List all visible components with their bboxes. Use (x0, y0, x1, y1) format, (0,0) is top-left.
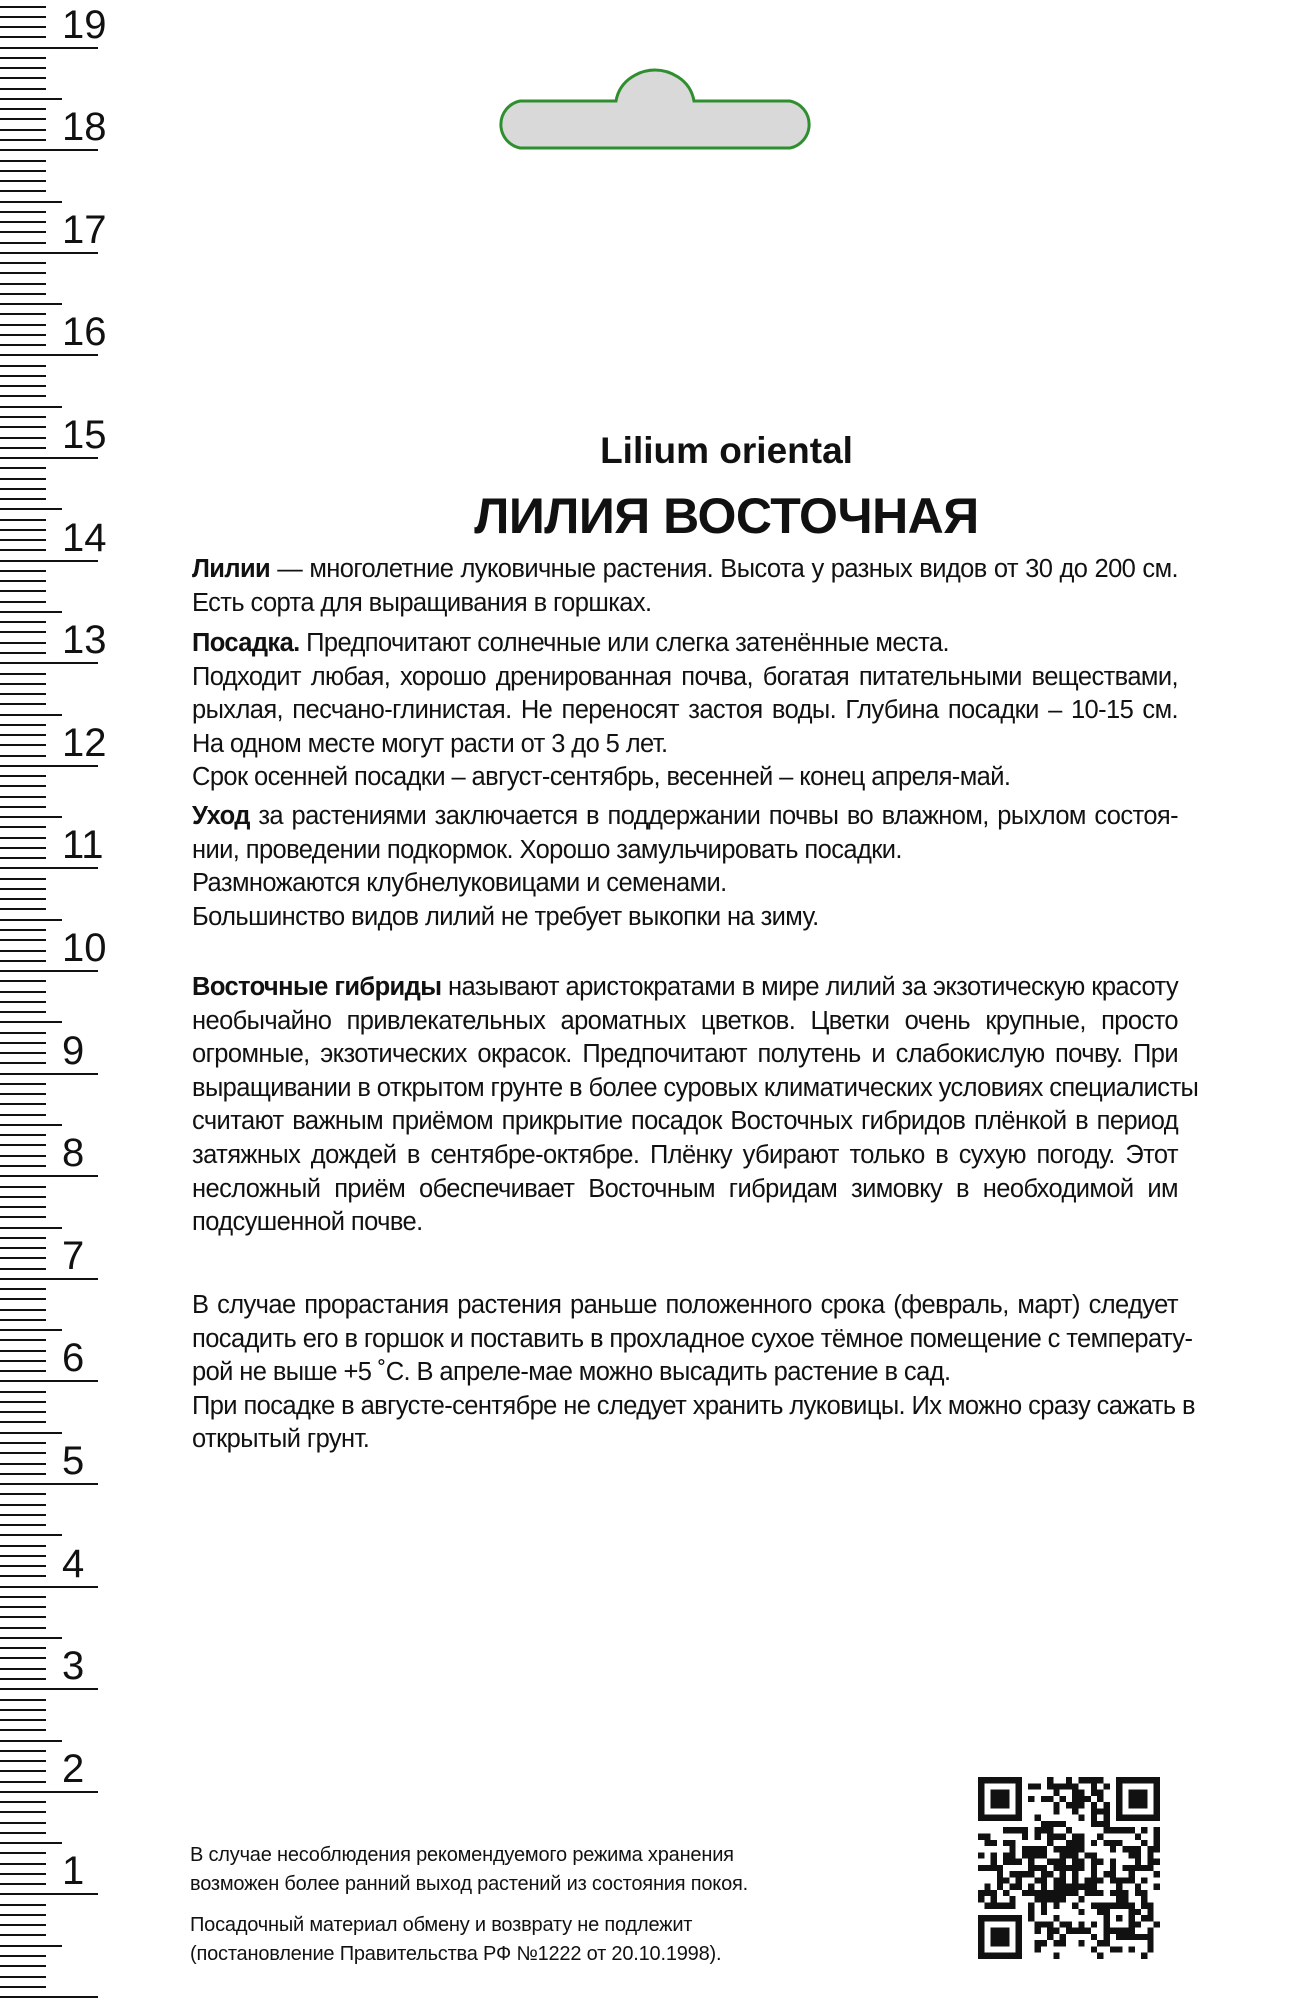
ruler-tick (0, 1319, 46, 1321)
ruler-tick (0, 252, 98, 254)
return-notice (190, 1911, 830, 1969)
ruler-tick (0, 939, 46, 941)
ruler-tick (0, 1914, 46, 1916)
ruler-tick (0, 293, 46, 295)
ruler-tick (0, 1575, 46, 1577)
ruler-tick (0, 1504, 46, 1506)
ruler-tick (0, 1493, 46, 1495)
hang-tab-icon (494, 68, 816, 150)
ruler-tick (0, 1863, 46, 1865)
ruler-tick (0, 1360, 46, 1362)
ruler-tick (0, 539, 46, 541)
text-line: рой не выше +5 ˚С. В апреле-мае можно высадить растение в сад. (192, 1358, 951, 1387)
text-line: Восточные гибриды называют аристократами в мире лилий за экзотическую красоту (192, 973, 1178, 1001)
ruler-tick (0, 1093, 46, 1095)
ruler-tick (0, 180, 46, 182)
ruler-tick (0, 1534, 62, 1536)
ruler-tick (0, 129, 46, 131)
paragraph-lilies (192, 553, 1178, 620)
ruler-tick (0, 1637, 62, 1639)
ruler-tick (0, 1350, 46, 1352)
footer-line: Посадочный материал обмену и возврату не подлежит (190, 1914, 693, 1936)
ruler-tick (0, 1114, 46, 1116)
text-line: Большинство видов лилий не требует выкопки на зиму. (192, 902, 819, 931)
ruler-tick (0, 806, 46, 808)
ruler-tick (0, 375, 46, 377)
ruler-tick (0, 1934, 46, 1936)
ruler-tick (0, 826, 46, 828)
ruler-number: 10 (62, 926, 107, 970)
ruler-number: 12 (62, 720, 107, 765)
ruler-tick (0, 160, 46, 162)
ruler-tick (0, 580, 46, 582)
ruler-tick (0, 1904, 46, 1906)
ruler-number: 6 (62, 1336, 85, 1381)
text-line: посадить его в горшок и поставить в прохладное сухое тёмное помещение с температу- (192, 1324, 1193, 1353)
ruler-tick (0, 1278, 98, 1280)
text-line: Размножаются клубнелуковицами и семенами. (192, 869, 727, 898)
ruler-tick (0, 1852, 46, 1854)
ruler-tick (0, 560, 98, 562)
ruler-tick (0, 1288, 46, 1290)
ruler-tick (0, 1545, 46, 1547)
ruler-tick (0, 1924, 46, 1926)
ruler-tick (0, 1463, 46, 1465)
ruler-tick (0, 1483, 98, 1485)
ruler-tick (0, 1770, 46, 1772)
ruler-tick (0, 1750, 46, 1752)
ruler-number: 3 (62, 1644, 85, 1689)
ruler-tick (0, 1801, 46, 1803)
ruler-tick (0, 1791, 98, 1793)
ruler-tick (0, 867, 98, 869)
ruler-tick (0, 1083, 46, 1085)
ruler-tick (0, 1606, 46, 1608)
ruler-tick (0, 693, 46, 695)
text-line: выращивании в открытом грунте в более суровых климатических условиях специалисты (192, 1073, 1199, 1102)
ruler-tick (0, 970, 98, 972)
text-line: нии, проведении подкормок. Хорошо замульчировать посадки. (192, 835, 902, 864)
ruler-tick (0, 385, 46, 387)
ruler-tick (0, 67, 46, 69)
product-title: ЛИЛИЯ ВОСТОЧНАЯ (474, 488, 979, 544)
ruler-number: 13 (62, 618, 107, 663)
ruler-tick (0, 283, 46, 285)
ruler-tick (0, 1257, 46, 1259)
ruler-tick (0, 724, 46, 726)
ruler-tick (0, 755, 46, 757)
text-line: рыхлая, песчано-глинистая. Не переносят застоя воды. Глубина посадки – 10-15 см. (192, 696, 1178, 725)
ruler-number: 16 (62, 310, 107, 355)
ruler-number: 17 (62, 207, 107, 252)
ruler-tick (0, 354, 98, 356)
ruler-tick (0, 960, 46, 962)
footer-line: (постановление Правительства РФ №1222 от 20.10.1998). (190, 1943, 722, 1965)
ruler-tick (0, 744, 46, 746)
ruler-tick (0, 1062, 46, 1064)
ruler-tick (0, 919, 62, 921)
text-line: считают важным приёмом прикрытие посадок Восточных гибридов плёнкой в период (192, 1107, 1178, 1136)
ruler-tick (0, 426, 46, 428)
ruler-tick (0, 1955, 46, 1957)
ruler-tick (0, 734, 46, 736)
ruler-tick (0, 1073, 98, 1075)
ruler-number: 2 (62, 1746, 85, 1791)
ruler-tick (0, 1032, 46, 1034)
ruler-tick (0, 1473, 46, 1475)
ruler-tick (0, 703, 46, 705)
text-line: подсушенной почве. (192, 1208, 423, 1237)
ruler-tick (0, 1339, 46, 1341)
ruler-tick (0, 1237, 46, 1239)
ruler-tick (0, 478, 46, 480)
ruler-tick (0, 1042, 46, 1044)
text-line: В случае прорастания растения раньше положенного срока (февраль, март) следует (192, 1291, 1178, 1319)
ruler-tick (0, 57, 46, 59)
ruler-tick (0, 201, 62, 203)
ruler-tick (0, 714, 62, 716)
ruler-tick (0, 149, 98, 151)
bold-term: Лилии (192, 555, 271, 583)
ruler-tick (0, 221, 46, 223)
ruler-number: 11 (62, 823, 104, 868)
ruler-tick (0, 416, 46, 418)
ruler-tick (0, 1740, 62, 1742)
ruler-tick (0, 16, 46, 18)
ruler-tick (0, 1883, 46, 1885)
ruler-tick (0, 1596, 46, 1598)
ruler-tick (0, 662, 98, 664)
ruler-tick (0, 365, 46, 367)
ruler-tick (0, 508, 62, 510)
ruler-tick (0, 1411, 46, 1413)
ruler-tick (0, 775, 46, 777)
ruler-tick (0, 1893, 98, 1895)
text-line: Лилии — многолетние луковичные растения. Высота у разных видов от 30 до 200 см. (192, 555, 1178, 583)
ruler-tick (0, 1688, 98, 1690)
ruler-tick (0, 488, 46, 490)
text-line: Подходит любая, хорошо дренированная почва, богатая питательными веществами, (192, 662, 1178, 691)
paragraph-oriental-hybrids (192, 971, 1199, 1240)
ruler-tick (0, 1432, 62, 1434)
ruler-tick (0, 1268, 46, 1270)
ruler-tick (0, 334, 46, 336)
ruler-tick (0, 1011, 46, 1013)
ruler-tick (0, 26, 46, 28)
ruler-tick (0, 1986, 46, 1988)
text-line: При посадке в августе-сентябре не следует хранить луковицы. Их можно сразу сажать в (192, 1391, 1195, 1420)
ruler-tick (0, 1247, 46, 1249)
ruler-tick (0, 231, 46, 233)
ruler-tick (0, 1647, 46, 1649)
ruler-tick (0, 1124, 62, 1126)
ruler-tick (0, 549, 46, 551)
storage-notice (190, 1841, 830, 1899)
ruler-tick (0, 88, 46, 90)
text-line: На одном месте могут расти от 3 до 5 лет. (192, 729, 668, 758)
ruler-tick (0, 1155, 46, 1157)
ruler-tick (0, 980, 46, 982)
ruler-tick (0, 1822, 46, 1824)
ruler-tick (0, 313, 46, 315)
ruler-tick (0, 1309, 46, 1311)
ruler-tick (0, 1401, 46, 1403)
ruler-tick (0, 611, 62, 613)
ruler-tick (0, 1668, 46, 1670)
ruler-tick (0, 108, 46, 110)
ruler-tick (0, 262, 46, 264)
ruler-tick (0, 1945, 62, 1947)
ruler-tick (0, 1555, 46, 1557)
ruler-tick (0, 1380, 98, 1382)
ruler-number: 7 (62, 1233, 85, 1278)
ruler-tick (0, 991, 46, 993)
text-line: Посадка. Предпочитают солнечные или слегка затенённые места. (192, 629, 949, 657)
ruler-tick (0, 1052, 46, 1054)
ruler-tick (0, 765, 98, 767)
ruler-tick (0, 601, 46, 603)
ruler-tick (0, 888, 46, 890)
bold-term: Посадка. (192, 629, 300, 657)
ruler-tick (0, 1165, 46, 1167)
ruler-tick (0, 170, 46, 172)
ruler-tick (0, 1719, 46, 1721)
ruler-tick (0, 1514, 46, 1516)
ruler-tick (0, 1699, 46, 1701)
ruler-tick (0, 498, 46, 500)
ruler-tick (0, 1370, 46, 1372)
ruler-tick (0, 1729, 46, 1731)
ruler-tick (0, 898, 46, 900)
ruler-tick (0, 406, 62, 408)
footer-line: В случае несоблюдения рекомендуемого режима хранения (190, 1844, 734, 1866)
ruler-tick (0, 1196, 46, 1198)
ruler-tick (0, 1873, 46, 1875)
ruler-tick (0, 77, 46, 79)
ruler-number: 19 (62, 2, 107, 47)
ruler-tick (0, 1216, 46, 1218)
text-line: Есть сорта для выращивания в горшках. (192, 588, 652, 617)
text-line: огромные, экзотических окрасок. Предпочитают полутень и слабокислую почву. При (192, 1040, 1178, 1069)
ruler-tick (0, 457, 98, 459)
ruler-number: 14 (62, 515, 107, 560)
ruler-tick (0, 519, 46, 521)
ruler-tick (0, 1565, 46, 1567)
ruler-tick (0, 1811, 46, 1813)
ruler-tick (0, 1206, 46, 1208)
paragraph-planting (192, 627, 1178, 795)
ruler-tick (0, 1329, 62, 1331)
ruler-tick (0, 47, 98, 49)
ruler-tick (0, 652, 46, 654)
ruler-tick (0, 570, 46, 572)
ruler-tick (0, 467, 46, 469)
ruler-tick (0, 303, 62, 305)
ruler-tick (0, 878, 46, 880)
ruler-tick (0, 1524, 46, 1526)
text-line: Срок осенней посадки – август-сентябрь, весенней – конец апреля-май. (192, 763, 1011, 792)
ruler-number: 1 (62, 1849, 85, 1894)
ruler-tick (0, 1586, 98, 1588)
paragraph-care (192, 800, 1178, 934)
ruler-number: 8 (62, 1131, 85, 1176)
ruler-tick (0, 1842, 62, 1844)
ruler-tick (0, 837, 46, 839)
ruler-tick (0, 1103, 46, 1105)
ruler-tick (0, 1616, 46, 1618)
ruler-tick (0, 1298, 46, 1300)
text-line: затяжных дождей в сентябре-октябре. Плёнку убирают только в сухую погоду. Этот (192, 1140, 1178, 1169)
ruler-tick (0, 816, 62, 818)
ruler-tick (0, 1144, 46, 1146)
ruler-tick (0, 1227, 62, 1229)
ruler-tick (0, 642, 46, 644)
ruler-number: 5 (62, 1439, 85, 1483)
ruler-tick (0, 36, 46, 38)
ruler-tick (0, 272, 46, 274)
ruler-tick (0, 785, 46, 787)
ruler-number: 4 (62, 1541, 85, 1586)
ruler-tick (0, 908, 46, 910)
ruler-tick (0, 857, 46, 859)
ruler-tick (0, 324, 46, 326)
ruler-tick (0, 1976, 46, 1978)
ruler-number: 15 (62, 413, 107, 457)
latin-name: Lilium oriental (600, 430, 853, 471)
ruler-tick (0, 1442, 46, 1444)
ruler-tick (0, 344, 46, 346)
ruler-tick (0, 1421, 46, 1423)
ruler-tick (0, 211, 46, 213)
ruler-tick (0, 1452, 46, 1454)
ruler-tick (0, 529, 46, 531)
ruler-tick (0, 6, 46, 8)
qr-code-icon (978, 1777, 1160, 1959)
ruler-tick (0, 1678, 46, 1680)
ruler-tick (0, 242, 46, 244)
ruler-tick (0, 1627, 46, 1629)
text-line: несложный приём обеспечивает Восточным гибридам зимовку в необходимой им (192, 1174, 1178, 1203)
ruler-tick (0, 98, 62, 100)
ruler-tick (0, 395, 46, 397)
ruler-tick (0, 437, 46, 439)
ruler-tick (0, 1832, 46, 1834)
ruler-tick (0, 590, 46, 592)
bold-term: Уход (192, 802, 250, 830)
ruler-tick (0, 1134, 46, 1136)
ruler-tick (0, 1965, 46, 1967)
ruler-number: 18 (62, 105, 107, 150)
ruler-tick (0, 1760, 46, 1762)
ruler-tick (0, 929, 46, 931)
text-line: Уход за растениями заключается в поддержании почвы во влажном, рыхлом состоя- (192, 802, 1178, 830)
ruler-tick (0, 1709, 46, 1711)
ruler-tick (0, 139, 46, 141)
ruler-tick (0, 673, 46, 675)
ruler-tick (0, 1657, 46, 1659)
ruler-tick (0, 1996, 98, 1998)
paragraph-early-sprouting (192, 1289, 1195, 1457)
footer-line: возможен более ранний выход растений из состояния покоя. (190, 1873, 748, 1895)
centimeter-ruler (0, 0, 140, 2000)
ruler-tick (0, 683, 46, 685)
ruler-tick (0, 796, 46, 798)
ruler-tick (0, 621, 46, 623)
ruler-tick (0, 1186, 46, 1188)
ruler-tick (0, 1175, 98, 1177)
ruler-tick (0, 447, 46, 449)
ruler-tick (0, 190, 46, 192)
ruler-tick (0, 118, 46, 120)
text-line: необычайно привлекательных ароматных цветков. Цветки очень крупные, просто (192, 1006, 1178, 1035)
ruler-tick (0, 1001, 46, 1003)
ruler-tick (0, 1781, 46, 1783)
ruler-number: 9 (62, 1028, 85, 1073)
ruler-tick (0, 631, 46, 633)
bold-term: Восточные гибриды (192, 973, 442, 1001)
text-line: открытый грунт. (192, 1425, 370, 1454)
ruler-tick (0, 847, 46, 849)
ruler-tick (0, 1021, 62, 1023)
ruler-tick (0, 1391, 46, 1393)
ruler-tick (0, 950, 46, 952)
